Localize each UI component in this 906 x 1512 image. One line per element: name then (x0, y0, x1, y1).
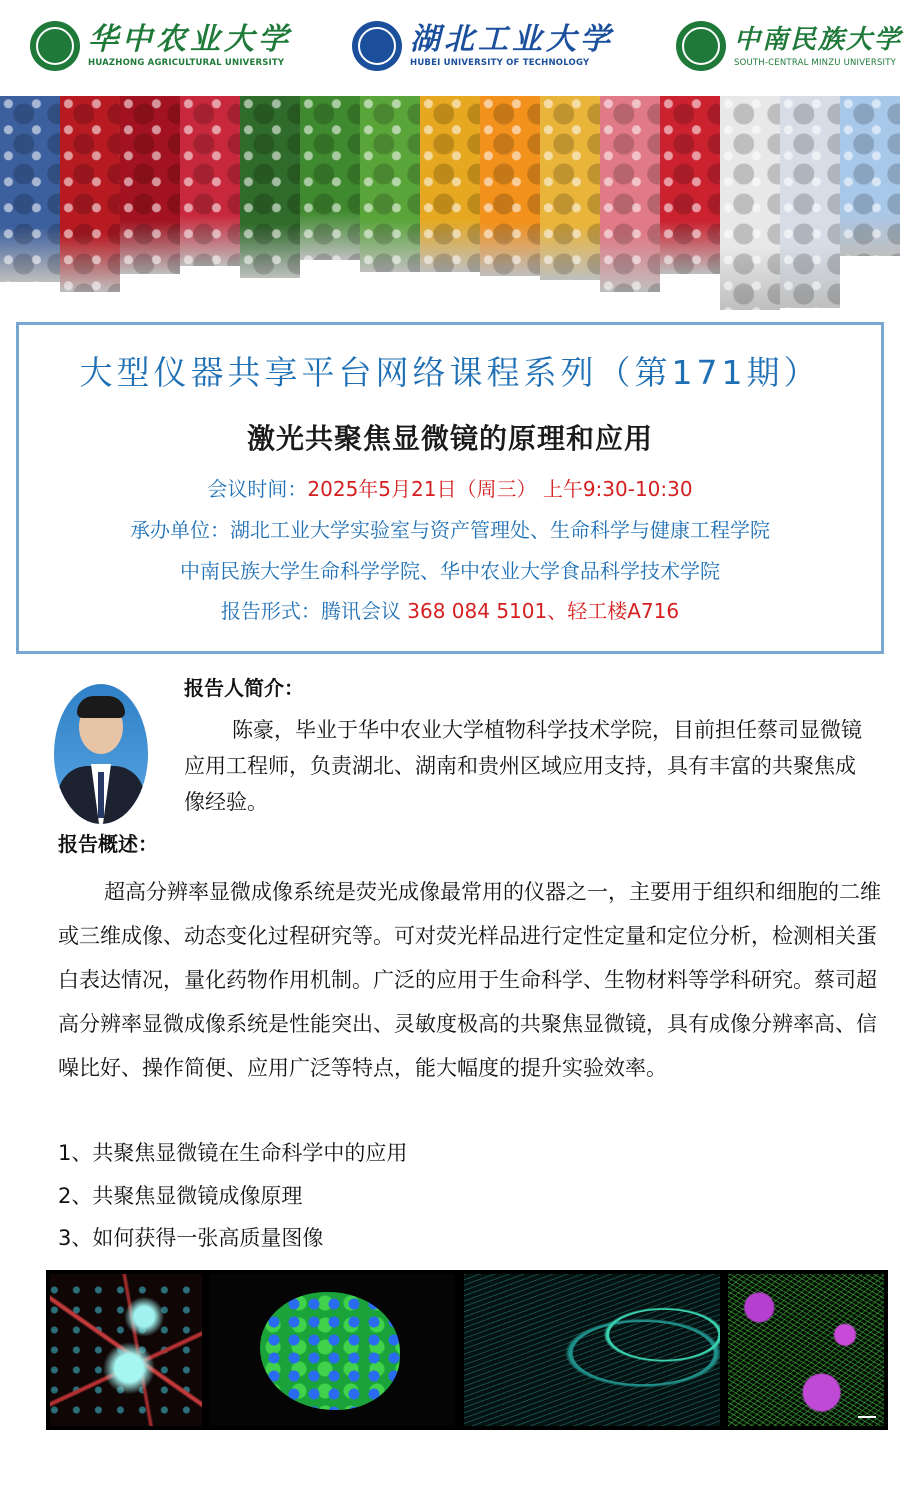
logo-name-cn: 华中农业大学 (88, 22, 292, 57)
banner-strip-white-capsules (780, 96, 840, 308)
banner-strip-pink-tablets (600, 96, 660, 292)
report-format-platform: 腾讯会议 (320, 599, 401, 623)
meeting-time-value: 2025年5月21日（周三） 上午9:30-10:30 (307, 477, 693, 501)
logo-huazhong-agricultural-university (30, 14, 292, 78)
banner-strip-blue-tablets (840, 96, 900, 256)
topic-item: 2、共聚焦显微镜成像原理 (58, 1184, 303, 1208)
micrograph-tissue-section (464, 1274, 720, 1426)
lecture-title: 激光共聚焦显微镜的原理和应用 (246, 422, 653, 455)
logo-name-en: SOUTH-CENTRAL MINZU UNIVERSITY (734, 58, 897, 68)
report-format-value: 368 084 5101、轻工楼A716 (400, 599, 680, 623)
banner-strip-red-currants (120, 96, 180, 274)
speaker-bio: 陈豪，毕业于华中农业大学植物科学技术学院，目前担任蔡司显微镜应用工程师，负责湖北、湖南和贵州区域应用支持，具有丰富的共聚焦成像经验。 (184, 718, 862, 814)
speaker-heading: 报告人简介： (184, 676, 304, 700)
organizer-label: 承办单位： (130, 518, 230, 542)
food-and-pills-banner (0, 96, 906, 310)
banner-strip-softgel-capsules (540, 96, 600, 280)
micrograph-cytoskeleton (728, 1274, 884, 1426)
organizer-line-2: 中南民族大学生命科学学院、华中农业大学食品科学技术学院 (180, 559, 720, 583)
scale-bar (858, 1416, 876, 1418)
organizer-line-1 (19, 516, 881, 544)
university-seal-icon (352, 21, 402, 71)
logo-name-en: HUAZHONG AGRICULTURAL UNIVERSITY (88, 58, 285, 68)
series-title: 大型仪器共享平台网络课程系列（第171期） (79, 353, 821, 392)
speaker-photo (54, 684, 148, 824)
report-format-label: 报告形式： (220, 599, 321, 623)
overview-paragraph: 超高分辨率显微成像系统是荧光成像最常用的仪器之一，主要用于组织和细胞的二维或三维成像、动态变化过程研究等。可对荧光样品进行定性定量和定位分析，检测相关蛋白表达情况，量化药物作用机制。广泛的应用于生命科学、生物材料等学科研究。蔡司超高分辨率显微成像系统是性能突出、灵敏度极高的共聚焦显微镜，具有成像分辨率高、信噪比好、操作简便、应用广泛等特点，能大幅度的提升实验效率。 (58, 880, 881, 1080)
banner-strip-cucumber (240, 96, 300, 278)
logo-name-en: HUBEI UNIVERSITY OF TECHNOLOGY (410, 58, 590, 68)
banner-strip-yellow-tomatoes (420, 96, 480, 272)
logo-name-cn: 中南民族大学 (734, 25, 903, 55)
banner-strip-raspberries (180, 96, 240, 266)
university-logos (0, 14, 906, 78)
university-seal-icon (30, 21, 80, 71)
topic-item: 3、如何获得一张高质量图像 (58, 1226, 324, 1250)
micrograph-strip (46, 1270, 888, 1430)
logo-name-cn: 湖北工业大学 (410, 22, 614, 57)
organizer-value: 湖北工业大学实验室与资产管理处、生命科学与健康工程学院 (230, 518, 770, 542)
meeting-time (19, 475, 881, 503)
meeting-time-label: 会议时间： (207, 477, 308, 501)
banner-strip-orange (480, 96, 540, 276)
banner-strip-white-pills (720, 96, 780, 310)
logo-hubei-university-of-technology (352, 14, 614, 78)
banner-strip-cherries (60, 96, 120, 292)
topic-item: 1、共聚焦显微镜在生命科学中的应用 (58, 1141, 408, 1165)
micrograph-neurons (50, 1274, 202, 1426)
overview-heading: 报告概述： (58, 832, 158, 856)
micrograph-cell-spheroid (210, 1274, 454, 1426)
university-seal-icon (676, 21, 726, 71)
banner-strip-blueberries (0, 96, 60, 282)
banner-strip-kale (360, 96, 420, 272)
banner-strip-red-capsules (660, 96, 720, 274)
logo-south-central-minzu-university (676, 14, 902, 78)
event-info-box (16, 322, 884, 654)
report-format (19, 597, 881, 625)
banner-strip-broccoli (300, 96, 360, 260)
